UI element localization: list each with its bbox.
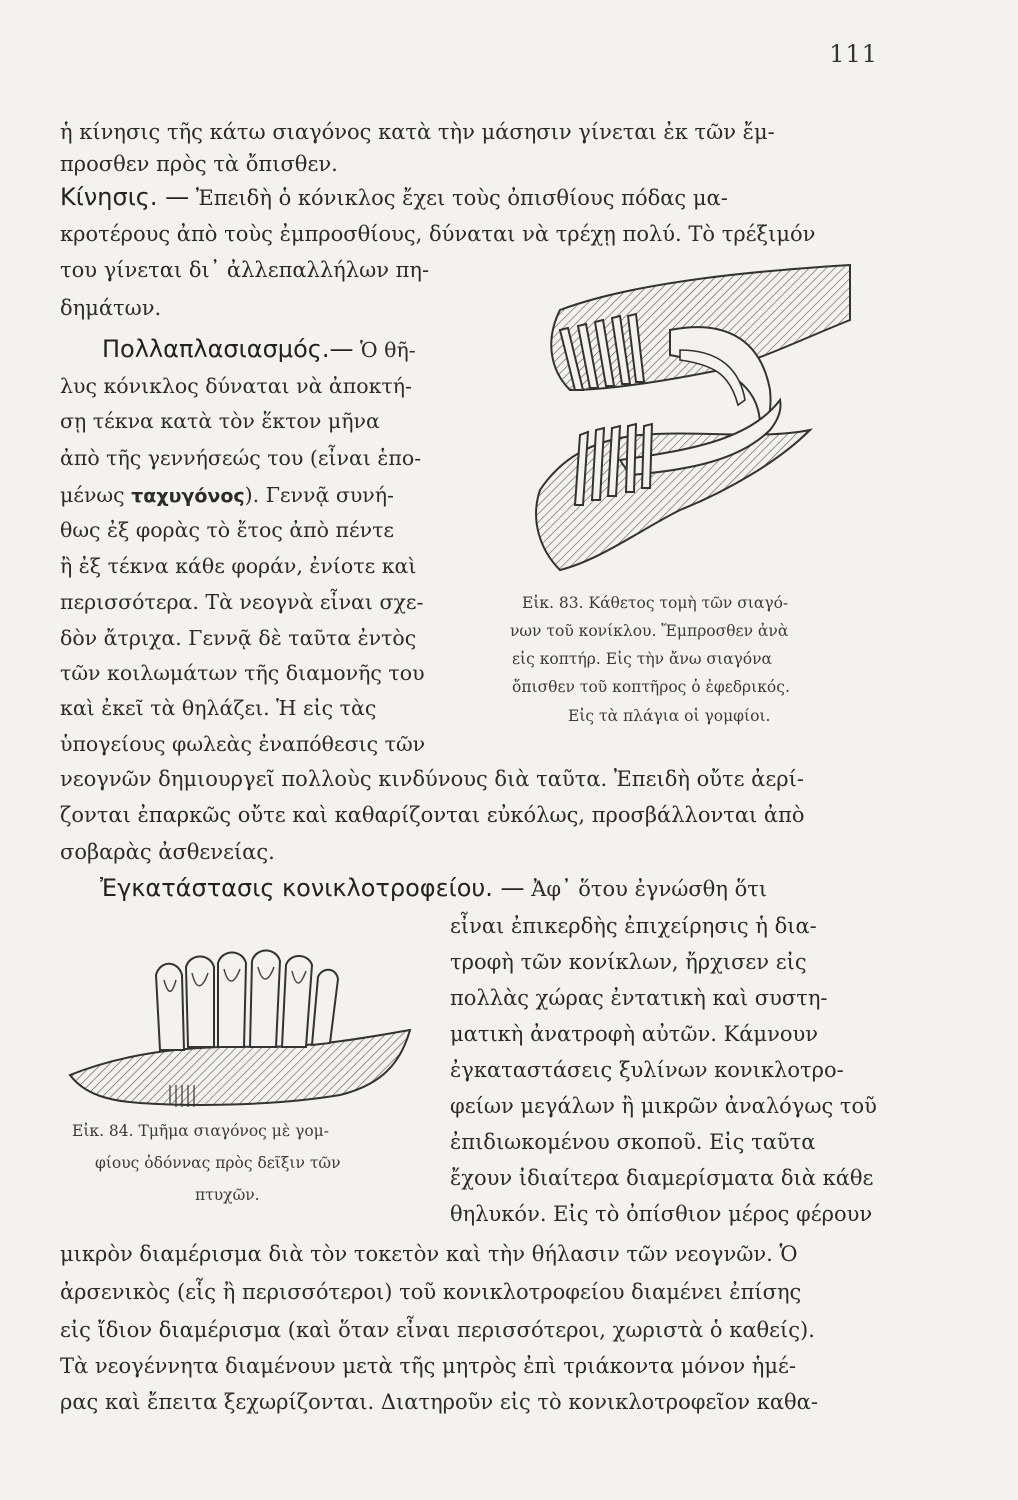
text-span: μένως — [60, 483, 125, 507]
figure-84-jaw-molars — [60, 935, 420, 1115]
figure-83-jaw-section — [520, 260, 900, 590]
emphasis-term: ταχυγόνος — [131, 485, 245, 507]
text-line: ζονται ἐπαρκῶς οὔτε καὶ καθαρίζονται εὐκόλως, προσβάλλονται ἀπὸ — [60, 803, 805, 827]
section-heading-rabbitry: Ἐγκατάστασις κονικλοτροφείου. — — [100, 874, 525, 902]
text-line: σοβαρὰς ἀσθενείας. — [60, 840, 275, 864]
text-line: θηλυκόν. Εἰς τὸ ὀπίσθιον μέρος φέρουν — [450, 1202, 873, 1226]
text-span: Ἀφ᾽ ὅτου ἐγνώσθη ὅτι — [531, 877, 768, 901]
text-line: τροφὴ τῶν κονίκλων, ἤρχισεν εἰς — [450, 950, 807, 974]
text-line: του γίνεται δι᾽ ἀλλεπαλλήλων πη- — [60, 258, 430, 282]
text-line: ἀπὸ τῆς γεννήσεώς του (εἶναι ἑπο- — [60, 446, 422, 470]
text-line: εἰς ἴδιον διαμέρισμα (καὶ ὅταν εἶναι περισσότεροι, χωριστὰ ὁ καθείς). — [60, 1318, 815, 1342]
text-line: περισσότερα. Τὰ νεογνὰ εἶναι σχε- — [60, 590, 424, 614]
text-line: φείων μεγάλων ἢ μικρῶν ἀναλόγως τοῦ — [450, 1094, 877, 1118]
text-line: ρας καὶ ἔπειτα ξεχωρίζονται. Διατηροῦν εἰς τὸ κονικλοτροφεῖον καθα- — [60, 1390, 818, 1414]
molar-teeth — [156, 951, 338, 1051]
text-line: μικρὸν διαμέρισμα διὰ τὸν τοκετὸν καὶ τὴν θήλασιν τῶν νεογνῶν. Ὁ — [60, 1242, 798, 1266]
text-line: ἢ ἐξ τέκνα κάθε φοράν, ἐνίοτε καὶ — [60, 554, 417, 578]
text-line: ἐγκαταστάσεις ξυλίνων κονικλοτρο- — [450, 1058, 844, 1082]
figure-83-caption-line: ὄπισθεν τοῦ κοπτῆρος ὁ ἐφεδρικός. — [512, 678, 790, 696]
text-line — [102, 335, 416, 364]
figure-84-caption-line: πτυχῶν. — [195, 1186, 260, 1204]
figure-83-caption-line: Εἰς τὰ πλάγια οἱ γομφίοι. — [568, 707, 771, 725]
text-span: ). Γεννᾷ συνή- — [244, 483, 394, 507]
text-line — [60, 183, 728, 212]
page-number: 111 — [829, 40, 878, 68]
section-heading-reproduction: Πολλαπλασιασμός.— — [102, 335, 354, 363]
text-line: κροτέρους ἀπὸ τοὺς ἐμπροσθίους, δύναται νὰ τρέχῃ πολύ. Τὸ τρέξιμόν — [60, 222, 816, 246]
figure-83-caption-line: Εἰκ. 83. Κάθετος τομὴ τῶν σιαγό- — [522, 594, 789, 612]
text-line: καὶ ἐκεῖ τὰ θηλάζει. Ἡ εἰς τὰς — [60, 696, 377, 720]
figure-84-caption-line: Εἰκ. 84. Τμῆμα σιαγόνος μὲ γομ- — [72, 1122, 329, 1140]
text-line: νεογνῶν δημιουργεῖ πολλοὺς κινδύνους διὰ ταῦτα. Ἐπειδὴ οὔτε ἀερί- — [60, 767, 804, 791]
text-line: λυς κόνικλος δύναται νὰ ἀποκτή- — [60, 374, 412, 398]
text-line: ἐπιδιωκομένου σκοποῦ. Εἰς ταῦτα — [450, 1130, 816, 1154]
figure-84-caption-line: φίους ὀδόννας πρὸς δεῖξιν τῶν — [95, 1154, 341, 1172]
text-line: θως ἐξ φορὰς τὸ ἔτος ἀπὸ πέντε — [60, 518, 395, 542]
text-line: ἀρσενικὸς (εἷς ἢ περισσότεροι) τοῦ κονικλοτροφείου διαμένει ἐπίσης — [60, 1280, 802, 1304]
figure-83-caption-line: εἰς κοπτήρ. Εἰς τὴν ἄνω σιαγόνα — [512, 650, 773, 668]
text-span: Ὁ θῆ- — [360, 338, 416, 362]
text-line: πολλὰς χώρας ἐντατικὴ καὶ συστη- — [450, 986, 828, 1010]
text-line: προσθεν πρὸς τὰ ὄπισθεν. — [60, 152, 338, 176]
text-line: δημάτων. — [60, 296, 162, 320]
text-line: σῃ τέκνα κατὰ τὸν ἕκτον μῆνα — [60, 409, 380, 433]
text-line: τῶν κοιλωμάτων τῆς διαμονῆς του — [60, 661, 425, 685]
text-line: Τὰ νεογέννητα διαμένουν μετὰ τῆς μητρὸς ἐπὶ τριάκοντα μόνον ἡμέ- — [60, 1354, 796, 1378]
figure-83-caption-line: νων τοῦ κονίκλου. Ἔμπροσθεν ἀνὰ — [510, 622, 789, 640]
section-heading-movement: Κίνησις. — — [60, 183, 190, 211]
text-line — [100, 874, 767, 903]
text-line — [60, 481, 394, 510]
text-line: εἶναι ἐπικερδὴς ἐπιχείρησις ἡ δια- — [450, 914, 817, 938]
text-span: Ἐπειδὴ ὁ κόνικλος ἔχει τοὺς ὀπισθίους πόδας μα- — [195, 186, 728, 210]
text-line: ἔχουν ἰδιαίτερα διαμερίσματα διὰ κάθε — [450, 1166, 874, 1190]
text-line: ματικὴ ἀνατροφὴ αὐτῶν. Κάμνουν — [450, 1022, 819, 1046]
text-line: δὸν ἄτριχα. Γεννᾷ δὲ ταῦτα ἐντὸς — [60, 626, 417, 650]
text-line: ἡ κίνησις τῆς κάτω σιαγόνος κατὰ τὴν μάσησιν γίνεται ἐκ τῶν ἔμ- — [60, 120, 775, 144]
text-line: ὑπογείους φωλεὰς ἐναπόθεσις τῶν — [60, 732, 426, 756]
